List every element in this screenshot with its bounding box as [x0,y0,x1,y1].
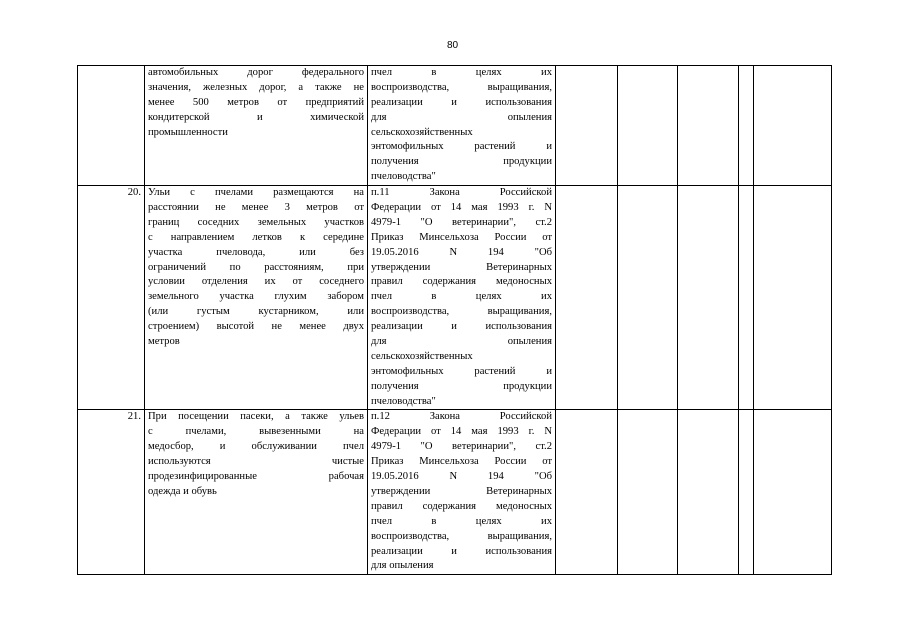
empty-cell [754,66,832,186]
legal-basis-cell [368,66,556,186]
empty-cell [678,186,739,410]
legal-basis-line: пчел в целях их [371,291,552,303]
legal-basis-line: энтомофильных растений и [371,141,552,153]
legal-basis-cell [368,410,556,575]
legal-basis-line: утверждении Ветеринарных [371,261,552,273]
legal-basis-line: воспроизводства, выращивания, [371,530,552,542]
requirement-line: автомобильных дорог федерального [148,67,364,78]
legal-basis-line: получения продукции [371,380,552,392]
requirement-line: метров [148,336,180,348]
item-number: 21. [78,410,145,575]
table-row [78,186,832,410]
legal-basis-line: п.12 Закона Российской [371,411,552,423]
empty-cell [754,410,832,575]
legal-basis-line: воспроизводства, выращивания, [371,81,552,93]
legal-basis-line: сельскохозяйственных [371,126,473,138]
legal-basis-cell [368,186,556,410]
requirements-table [77,65,832,575]
legal-basis-line: получения продукции [371,156,552,168]
item-number [78,66,145,186]
empty-cell [618,410,678,575]
requirement-line: с направлением летков к середине [148,231,364,243]
legal-basis-line: реализации и использования [371,545,552,557]
legal-basis-line: реализации и использования [371,96,552,108]
empty-cell [739,66,754,186]
requirement-line: менее 500 метров от предприятий [148,96,364,108]
requirement-line: земельного участка глухим забором [148,291,364,303]
legal-basis-line: сельскохозяйственных [371,350,473,362]
requirement-line: промышленности [148,126,228,138]
legal-basis-line: утверждении Ветеринарных [371,485,552,497]
requirement-line: одежда и обувь [148,485,217,497]
legal-basis-line: энтомофильных растений и [371,365,552,377]
empty-cell [754,186,832,410]
legal-basis-line: для опыления [371,111,552,123]
table-row [78,66,832,186]
legal-basis-line: 19.05.2016 N 194 "Об [371,471,552,483]
legal-basis-line: 4979-1 "О ветеринарии", ст.2 [371,441,552,453]
requirement-cell [145,410,368,575]
page-number: 80 [446,40,459,51]
legal-basis-line: пчел в целях их [371,515,552,527]
requirement-line: границ соседних земельных участков [148,216,364,228]
legal-basis-line: Приказ Минсельхоза России от [371,456,552,468]
empty-cell [556,410,618,575]
requirement-line: продезинфицированные рабочая [148,471,364,483]
requirement-line: ограничений по расстояниям, при [148,261,364,273]
legal-basis-line: Федерации от 14 мая 1993 г. N [371,426,552,438]
empty-cell [739,186,754,410]
requirement-line: медосбор, и обслуживании пчел [148,441,364,453]
table-row [78,410,832,575]
requirement-line: значения, железных дорог, а также не [148,81,364,93]
legal-basis-line: Федерации от 14 мая 1993 г. N [371,202,552,214]
requirement-line: При посещении пасеки, а также ульев [148,411,364,423]
empty-cell [678,66,739,186]
legal-basis-line: Приказ Минсельхоза России от [371,231,552,243]
legal-basis-line: воспроизводства, выращивания, [371,306,552,318]
legal-basis-line: 19.05.2016 N 194 "Об [371,246,552,258]
requirement-line: условии отделения их от соседнего [148,276,364,288]
empty-cell [618,186,678,410]
empty-cell [678,410,739,575]
requirement-line: расстоянии не менее 3 метров от [148,202,364,214]
legal-basis-line: реализации и использования [371,321,552,333]
requirement-line: с пчелами, вывезенными на [148,426,364,438]
item-number: 20. [78,186,145,410]
requirement-line: участка пчеловода, или без [148,246,364,258]
requirement-line: (или густым кустарником, или [148,306,364,318]
legal-basis-line: пчеловодства" [371,395,436,407]
legal-basis-line: пчеловодства" [371,171,436,183]
empty-cell [556,66,618,186]
legal-basis-line: правил содержания медоносных [371,276,552,288]
legal-basis-line: 4979-1 "О ветеринарии", ст.2 [371,216,552,228]
requirement-cell [145,186,368,410]
legal-basis-line: для опыления [371,336,552,348]
requirement-cell [145,66,368,186]
empty-cell [556,186,618,410]
legal-basis-line: для опыления [371,560,434,572]
empty-cell [618,66,678,186]
legal-basis-line: пчел в целях их [371,67,552,78]
legal-basis-line: правил содержания медоносных [371,500,552,512]
empty-cell [739,410,754,575]
requirement-line: Ульи с пчелами размещаются на [148,187,364,199]
requirement-line: используются чистые [148,456,364,468]
legal-basis-line: п.11 Закона Российской [371,187,552,199]
requirement-line: кондитерской и химической [148,111,364,123]
requirement-line: строением) высотой не менее двух [148,321,364,333]
